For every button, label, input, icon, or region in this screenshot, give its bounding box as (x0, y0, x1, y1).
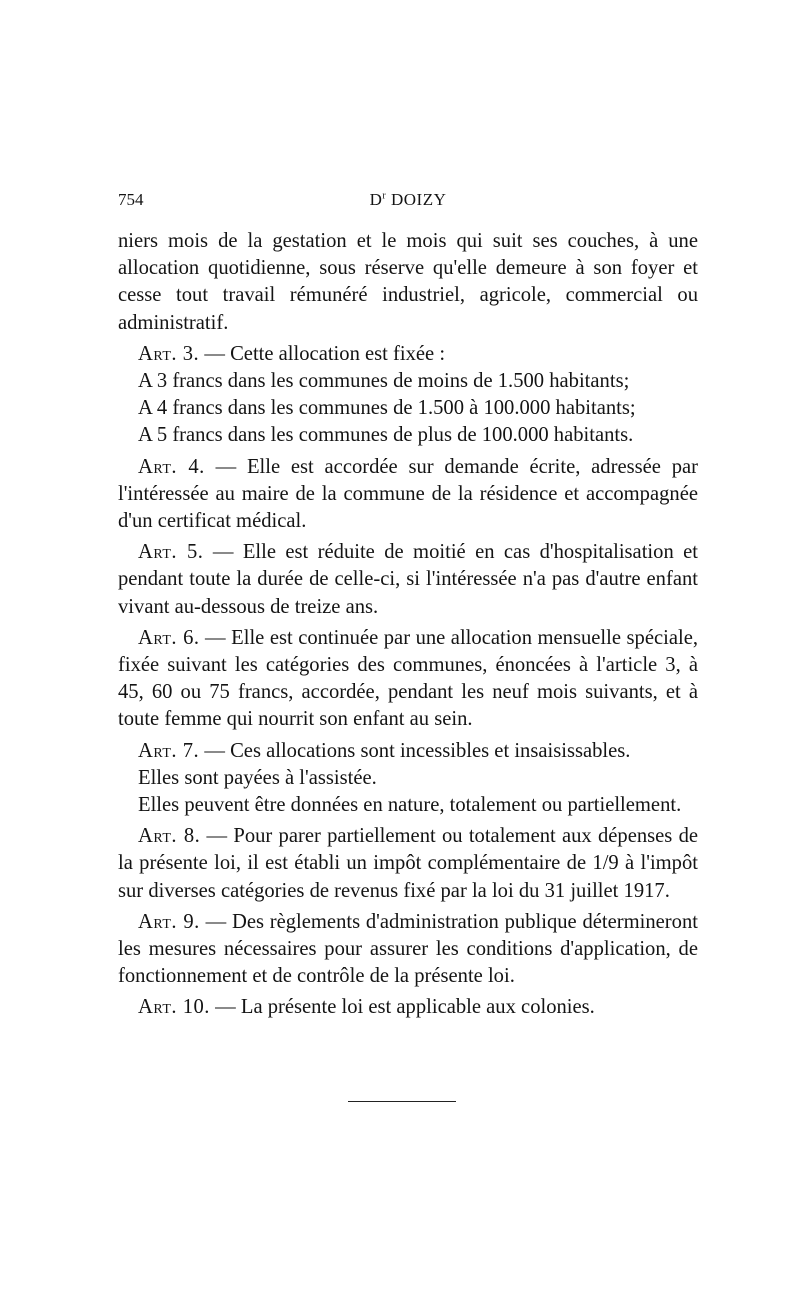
article-label: Art. 9. (138, 910, 200, 933)
article-8 (118, 823, 698, 905)
article-6 (118, 625, 698, 734)
article-text: — Cette allocation est fixée : (199, 342, 446, 365)
article-4 (118, 454, 698, 536)
body-text (118, 228, 698, 1022)
article-text: — Elle est continuée par une allocation mensuelle spéciale, fixée suivant les catégories des communes, énoncées à l'article 3, à 45, 60 ou 75 francs, accordée, pendant les neuf mois suivants, et à toute femme qui nourrit son enfant au sein. (118, 626, 698, 731)
article-label: Art. 3. (138, 342, 200, 365)
author-sup: r (382, 190, 387, 202)
article-3 (118, 341, 698, 368)
end-rule (348, 1101, 456, 1102)
article-7-paragraph: Elles sont payées à l'assistée. (138, 766, 377, 789)
article-9 (118, 909, 698, 991)
page-number: 754 (118, 190, 144, 209)
author-prefix: D (369, 190, 383, 209)
article-label: Art. 8. (138, 825, 201, 848)
article-text: — Elle est accordée sur demande écrite, adressée par l'intéressée au maire de la commune de la résidence et accompagnée d'un certificat médical. (118, 455, 698, 533)
rate-line: A 3 francs dans les communes de moins de 1.500 habitants; (138, 370, 630, 393)
article-text: — Elle est réduite de moitié en cas d'hospitalisation et pendant toute la durée de celle-ci, si l'intéressée n'a pas d'autre enfant vivant au-dessous de treize ans. (118, 541, 698, 618)
page-header (118, 190, 698, 214)
article-5 (118, 539, 698, 621)
article-label: Art. 7. (138, 739, 200, 762)
article-label: Art. 5. (138, 541, 204, 564)
article-label: Art. 6. (138, 626, 200, 649)
article-text: — Ces allocations sont incessibles et insaisissables. (199, 739, 631, 762)
article-10 (118, 994, 698, 1021)
running-head (118, 190, 698, 210)
article-text: — Pour parer partiellement ou totalement aux dépenses de la présente loi, il est établi un impôt complémentaire de 1/9 à l'impôt sur diverses catégories de revenus fixé par la loi du 31 juillet 1917. (118, 825, 699, 902)
article-label: Art. 4. (138, 455, 205, 478)
rate-line: A 5 francs dans les communes de plus de 100.000 habitants. (138, 424, 634, 447)
paragraph-continuation: niers mois de la gestation et le mois qui suit ses couches, à une allocation quotidienne, sous réserve qu'elle demeure à son foyer et cesse tout travail rémunéré industriel, agricole, commercial ou administratif. (118, 230, 698, 334)
article-7 (118, 738, 698, 765)
article-text: — Des règlements d'administration publique détermineront les mesures nécessaires pour assurer les conditions d'application, de fonctionnement et de contrôle de la présente loi. (118, 910, 698, 988)
article-text: — La présente loi est applicable aux colonies. (209, 996, 595, 1019)
article-7-paragraph: Elles peuvent être données en nature, totalement ou partiellement. (138, 794, 682, 817)
rate-line: A 4 francs dans les communes de 1.500 à 100.000 habitants; (138, 397, 636, 420)
author-name: DOIZY (386, 190, 447, 209)
article-label: Art. 10. (138, 996, 210, 1019)
